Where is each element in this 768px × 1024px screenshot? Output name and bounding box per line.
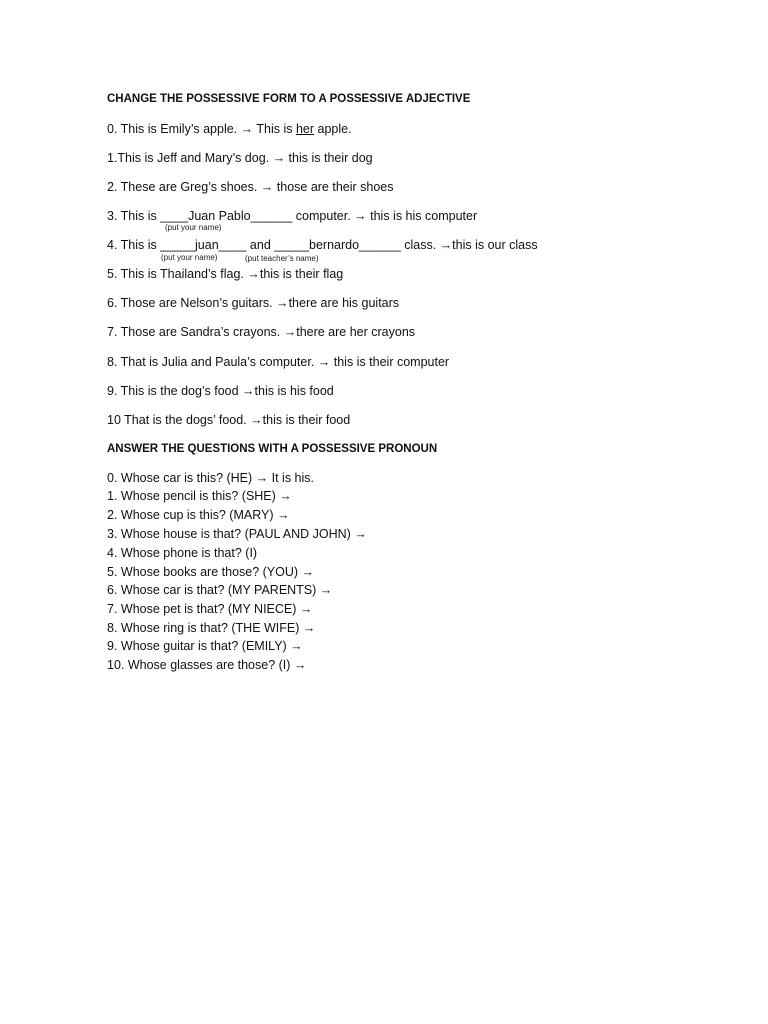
exercise2-item: 5. Whose books are those? (YOU) → <box>107 565 315 579</box>
exercise2-item: 3. Whose house is that? (PAUL AND JOHN) → <box>107 527 367 541</box>
exercise2-item: 7. Whose pet is that? (MY NIECE) → <box>107 602 313 616</box>
exercise1-item: 6. Those are Nelson’s guitars. →there are his guitars <box>107 296 400 310</box>
exercise2-item: 9. Whose guitar is that? (EMILY) → <box>107 639 303 653</box>
exercise1-item: 1.This is Jeff and Mary’s dog. → this is their dog <box>107 151 373 165</box>
example-underlined-answer: her <box>295 122 315 136</box>
section2-title: ANSWER THE QUESTIONS WITH A POSSESSIVE PRONOUN <box>107 443 438 455</box>
exercise2-item: 2. Whose cup is this? (MARY) → <box>107 508 290 522</box>
example-line <box>107 122 352 136</box>
exercise2-item: 6. Whose car is that? (MY PARENTS) → <box>107 583 333 597</box>
exercise2-item: 1. Whose pencil is this? (SHE) → <box>107 489 292 503</box>
exercise1-item: 4. This is _____juan____ and _____bernardo______ class. →this is our class <box>107 238 538 252</box>
exercise1-item: 7. Those are Sandra’s crayons. →there are her crayons <box>107 325 416 339</box>
teacher-hint-note: (put teacher’s name) <box>245 254 319 263</box>
exercise2-item: 4. Whose phone is that? (I) <box>107 546 258 560</box>
section1-title: CHANGE THE POSSESSIVE FORM TO A POSSESSIVE ADJECTIVE <box>107 93 471 105</box>
example-before: 0. This is Emily’s apple. → This is <box>107 122 296 136</box>
exercise2-item: 10. Whose glasses are those? (I) → <box>107 658 307 672</box>
exercise2-item: 0. Whose car is this? (HE) → It is his. <box>107 471 314 485</box>
exercise1-item: 2. These are Greg’s shoes. → those are their shoes <box>107 180 394 194</box>
name-hint-note: (put your name) <box>161 253 218 262</box>
exercise1-item: 3. This is ____Juan Pablo______ computer. → this is his computer <box>107 209 478 223</box>
exercise1-item: 9. This is the dog’s food →this is his food <box>107 384 334 398</box>
exercise1-item: 10 That is the dogs’ food. →this is their food <box>107 413 351 427</box>
name-hint-note: (put your name) <box>165 223 222 232</box>
exercise2-item: 8. Whose ring is that? (THE WIFE) → <box>107 621 316 635</box>
example-after: apple. <box>314 122 352 136</box>
exercise1-item: 8. That is Julia and Paula’s computer. → this is their computer <box>107 355 450 369</box>
exercise1-item: 5. This is Thailand’s flag. →this is their flag <box>107 267 344 281</box>
